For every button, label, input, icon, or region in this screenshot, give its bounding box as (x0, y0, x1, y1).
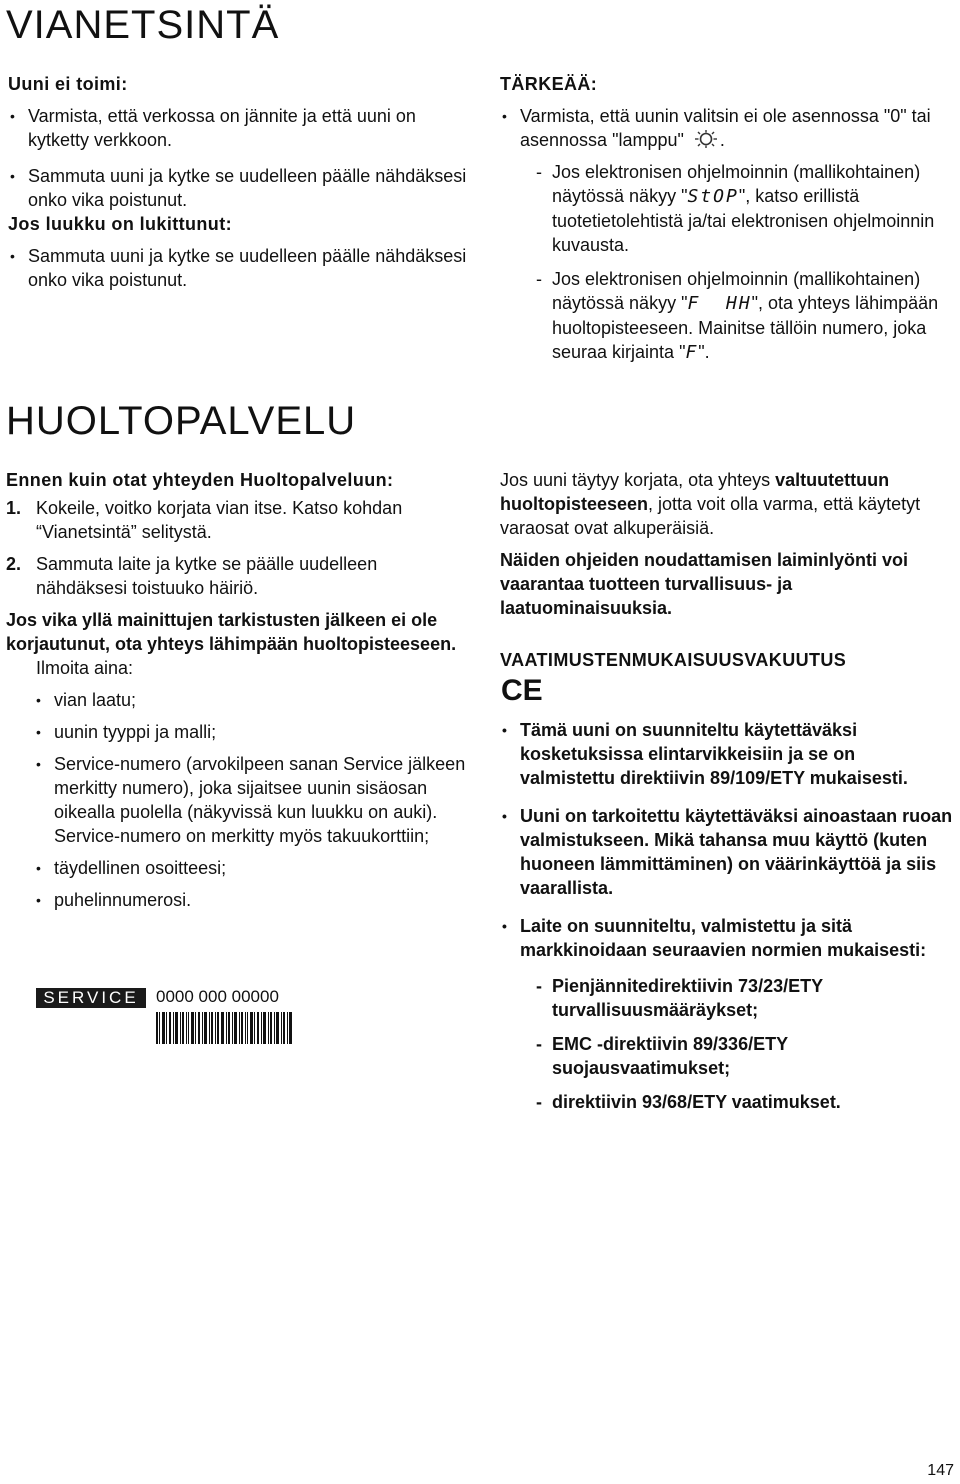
step-item (6, 496, 466, 544)
barcode-image (156, 1012, 292, 1044)
list-item: • Varmista, että verkossa on jännite ja että uuni on kytketty verkkoon. (8, 104, 468, 152)
stop-display-code: StOP (687, 186, 739, 207)
list-item: • Service-numero (arvokilpeen sanan Service jälkeen merkitty numero), joka sijaitsee uunin sisäosan oikealla puolella (näkyvissä kun luukku on auki). Service-numero on merkitty myös takuukorttiin; (34, 752, 466, 848)
list-item: • Sammuta uuni ja kytke se uudelleen päälle nähdäksesi onko vika poistunut. (8, 164, 468, 212)
oven-not-working-heading: Uuni ei toimi: (8, 74, 128, 94)
error-letter-code: F (685, 342, 699, 363)
list-item: • täydellinen osoitteesi; (34, 856, 466, 880)
list-item: - Pienjännitedirektiivin 73/23/ETY turvallisuusmääräykset; (536, 974, 955, 1022)
oven-not-working-list (8, 104, 468, 212)
door-locked-heading: Jos luukku on lukittunut: (8, 214, 232, 234)
ce-mark-text: CE (501, 674, 543, 704)
step-number: 1. (6, 498, 22, 518)
repair-text-post: , jotta voit olla varma, että käytetyt varaosat ovat alkuperäisiä. (500, 494, 921, 538)
repair-text (500, 468, 955, 540)
important-heading: TÄRKEÄÄ: (500, 74, 598, 94)
repair-text-pre: Jos uuni täytyy korjata, ota yhteys (500, 470, 776, 490)
list-item: • uunin tyyppi ja malli; (34, 720, 466, 744)
troubleshooting-section (8, 72, 468, 304)
steps-list (6, 496, 466, 600)
list-item: • Laite on suunniteltu, valmistettu ja sitä markkinoidaan seuraavien normien mukaisesti: (500, 914, 955, 962)
step-number: 2. (6, 554, 22, 574)
directives-list (536, 974, 955, 1114)
repair-text-bold: valtuutettuun huoltopisteeseen (500, 470, 890, 514)
inform-list (34, 688, 466, 912)
list-item: • puhelinnumerosi. (34, 888, 466, 912)
list-item: • Sammuta uuni ja kytke se uudelleen päälle nähdäksesi onko vika poistunut. (8, 244, 468, 292)
error-text-pre: Jos elektronisen ohjelmoinnin (mallikohtainen) näytössä näkyy " (552, 269, 921, 313)
error-text-post: ". (698, 342, 710, 362)
service-warning: Jos vika yllä mainittujen tarkistusten jälkeen ei ole korjautunut, ota yhteys lähimpään huoltopisteeseen. (6, 610, 457, 654)
lamp-icon (692, 129, 720, 149)
stop-text-pre: Jos elektronisen ohjelmoinnin (mallikohtainen) näytössä näkyy " (552, 162, 921, 206)
conformity-list (500, 718, 955, 962)
error-display-code: F HH (687, 293, 752, 314)
safety-notice: Näiden ohjeiden noudattamisen laiminlyönti voi vaarantaa tuotteen turvallisuus- ja laatuominaisuuksia. (500, 550, 909, 618)
step-text: Sammuta laite ja kytke se päälle uudelleen nähdäksesi toistuuko häiriö. (36, 554, 378, 598)
service-section (6, 468, 466, 924)
important-sublist (536, 160, 955, 365)
important-list (500, 104, 955, 152)
ce-mark-icon (500, 674, 548, 704)
service-number: 0000 000 00000 (156, 987, 279, 1006)
service-title: HUOLTOPALVELU (6, 399, 357, 443)
list-item: • Uuni on tarkoitettu käytettäväksi ainoastaan ruoan valmistukseen. Mikä tahansa muu käyttö (kuten huoneen lämmittäminen) on väärinkäyttöä ja siis vaarallista. (500, 804, 955, 900)
stop-text-post: ", katso erillistä tuotetietolehtistä ja/tai elektronisen ohjelmoinnin kuvausta. (552, 186, 935, 255)
before-contact-heading: Ennen kuin otat yhteyden Huoltopalveluun: (6, 470, 394, 490)
list-item: • Tämä uuni on suunniteltu käytettäväksi kosketuksissa elintarvikkeisiin ja se on valmistettu direktiivin 89/109/ETY mukaisesti. (500, 718, 955, 790)
list-item: - direktiivin 93/68/ETY vaatimukset. (536, 1090, 955, 1114)
door-locked-list (8, 244, 468, 292)
list-item: • vian laatu; (34, 688, 466, 712)
error-text-mid: ", ota yhteys lähimpään huoltopisteeseen. Mainitse tällöin numero, joka seuraa kirjainta " (552, 293, 939, 362)
page-number: 147 (927, 1462, 954, 1479)
important-item-end: . (719, 130, 725, 150)
ce-mark (500, 674, 955, 704)
important-item-text: Varmista, että uunin valitsin ei ole asennossa "0" tai asennossa "lamppu" (520, 106, 931, 150)
step-item (6, 552, 466, 600)
list-item (500, 104, 955, 152)
page-title: VIANETSINTÄ (6, 3, 280, 47)
inform-label: Ilmoita aina: (36, 658, 134, 678)
list-item (536, 267, 955, 365)
repair-section (500, 468, 955, 1124)
conformity-heading: VAATIMUSTENMUKAISUUSVAKUUTUS (500, 650, 847, 670)
list-item (536, 160, 955, 257)
list-item: - EMC -direktiivin 89/336/ETY suojausvaatimukset; (536, 1032, 955, 1080)
service-label: SERVICE (36, 988, 146, 1008)
step-text: Kokeile, voitko korjata vian itse. Katso kohdan “Vianetsintä” selitystä. (36, 498, 403, 542)
important-section (500, 72, 955, 375)
